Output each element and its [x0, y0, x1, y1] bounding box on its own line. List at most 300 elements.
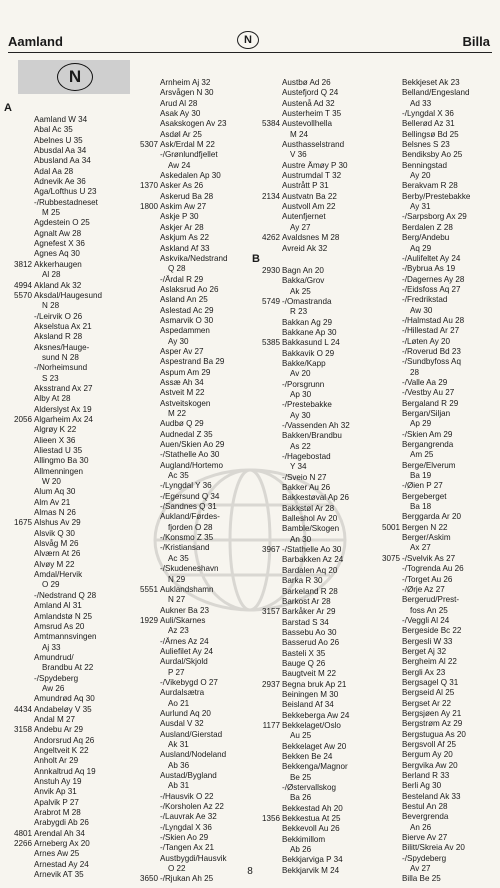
index-entry [130, 657, 252, 667]
index-entry [130, 264, 252, 274]
place-name: Akselstua Ax 21 [34, 321, 92, 331]
postal-code [130, 161, 160, 171]
place-name: Askedalen Ap 30 [160, 171, 221, 181]
postal-code [130, 812, 160, 822]
postal-code [4, 167, 34, 177]
index-entry [4, 218, 130, 228]
postal-code [4, 477, 34, 487]
postal-code: 3158 [13, 725, 32, 735]
place-name: Berge/Elverum [402, 460, 456, 470]
postal-code [372, 512, 402, 522]
place-name: Anstuh Ay 19 [34, 777, 82, 786]
postal-code [252, 452, 282, 462]
place-name: Bilitt/Skreia Av 20 [402, 843, 465, 853]
place-name: Barstad S 34 [282, 617, 329, 627]
place-name: Akland Ak 32 [34, 280, 82, 290]
place-name: Avreid Ak 32 [282, 243, 328, 253]
index-entry [130, 647, 252, 657]
postal-code [130, 306, 160, 316]
place-name: Bamble/Skogen [282, 524, 340, 534]
place-name: Alderslyst Ax 19 [34, 404, 92, 414]
postal-code: 5001 [381, 522, 400, 532]
index-entry [130, 368, 252, 378]
postal-code [4, 622, 34, 632]
place-name: Aurdalsætra [160, 688, 205, 698]
place-name: Andabeløy V 35 [34, 704, 92, 714]
place-name: Bakka/Grov [282, 276, 325, 286]
place-name: Austerheim T 35 [282, 109, 342, 119]
index-entry [130, 792, 252, 802]
place-name: Amtmannsvingen [34, 632, 97, 642]
place-name: Basteli X 35 [282, 648, 326, 658]
postal-code [372, 709, 402, 719]
index-entry [252, 762, 372, 772]
postal-code [372, 595, 402, 605]
place-name: -/Rubbestadneset [34, 197, 98, 207]
place-name: Algarheim Ax 24 [34, 414, 93, 424]
place-name: Bakker Au 26 [282, 483, 331, 493]
postal-code [130, 212, 160, 222]
postal-code [4, 694, 34, 704]
index-entry [372, 409, 498, 419]
postal-code [252, 171, 282, 181]
place-name: Aslestad Ac 29 [160, 305, 214, 315]
postal-code [372, 543, 402, 553]
postal-code [252, 442, 282, 452]
postal-code [130, 512, 160, 522]
index-entry [4, 653, 130, 663]
index-entry [130, 761, 252, 771]
index-entry [372, 471, 498, 481]
postal-code [372, 399, 402, 409]
postal-code [4, 208, 34, 218]
postal-code [252, 88, 282, 98]
place-name: Aw 30 [410, 305, 433, 315]
place-name: Austad/Bygland [160, 771, 217, 781]
index-entry [130, 285, 252, 295]
index-entry [4, 694, 130, 704]
index-entry [252, 814, 372, 824]
place-name: Auen/Skien Ao 29 [160, 440, 225, 450]
index-entry [372, 419, 498, 429]
place-name: O 22 [168, 864, 186, 874]
index-column-4 [372, 78, 498, 885]
index-entry [252, 824, 372, 834]
place-name: Bekkestad Ah 20 [282, 803, 343, 813]
place-name: Berland R 33 [402, 771, 450, 781]
place-name: Barka R 30 [282, 576, 323, 586]
postal-code [252, 390, 282, 400]
place-name: -/Aulifeltet Ay 24 [402, 253, 461, 263]
index-entry [372, 295, 498, 305]
index-entry [252, 119, 372, 129]
postal-code [252, 99, 282, 109]
index-entry [4, 674, 130, 684]
index-entry [372, 337, 498, 347]
postal-code [372, 254, 402, 264]
index-entry [252, 752, 372, 762]
place-name: Arendal Ah 34 [34, 828, 85, 838]
place-name: foss An 25 [410, 605, 448, 615]
postal-code [4, 146, 34, 156]
index-entry [252, 359, 372, 369]
place-name: Ausdal V 32 [160, 719, 204, 729]
index-entry [4, 570, 130, 580]
place-name: As 22 [290, 441, 311, 451]
place-name: Alsvik Q 30 [34, 528, 75, 538]
index-entry [4, 177, 130, 187]
index-entry [4, 322, 130, 332]
place-name: Bergsagel Q 31 [402, 677, 459, 687]
index-entry [372, 843, 498, 853]
postal-code: 1177 [262, 720, 280, 730]
place-name: Ausland/Nodeland [160, 750, 227, 760]
place-name: Aukner Ba 23 [160, 605, 210, 615]
postal-code [130, 637, 160, 647]
place-name: -/Vestby Au 27 [402, 388, 455, 398]
index-entry [130, 99, 252, 109]
place-name: Audnedal Z 35 [160, 429, 213, 439]
postal-code: 5570 [13, 290, 32, 300]
place-name: -/Årdal R 29 [160, 274, 204, 284]
place-name: Bergset Ar 22 [402, 698, 452, 708]
index-entry [252, 349, 372, 359]
postal-code [252, 524, 282, 534]
index-entry [252, 276, 372, 286]
postal-code [372, 368, 402, 378]
postal-code [252, 742, 282, 752]
place-name: Ba 18 [410, 502, 432, 512]
postal-code: 1929 [139, 615, 158, 625]
place-name: Bakkavik O 29 [282, 348, 335, 358]
place-name: -/Valle Aa 29 [402, 377, 448, 387]
postal-code [130, 854, 160, 864]
postal-code [4, 125, 34, 135]
postal-code [252, 597, 282, 607]
place-name: Bergerud/Prest- [402, 595, 460, 605]
country-oval-badge: N [57, 63, 93, 91]
index-entry [372, 616, 498, 626]
place-name: Bakkasund L 24 [282, 338, 340, 348]
postal-code [372, 802, 402, 812]
postal-code [130, 657, 160, 667]
index-entry [4, 725, 130, 735]
postal-code [130, 99, 160, 109]
place-name: Abusland Aa 34 [34, 156, 91, 166]
index-entry [252, 535, 372, 545]
postal-code: 3157 [261, 607, 280, 617]
postal-code [252, 783, 282, 793]
place-name: Aslaksrud Ao 26 [160, 284, 219, 294]
place-name: Bergesli W 33 [402, 636, 453, 646]
postal-code [4, 498, 34, 508]
place-name: Austhasselstrand [282, 140, 345, 150]
index-entry [372, 223, 498, 233]
place-name: Alby At 28 [34, 394, 71, 404]
place-name: Aq 29 [410, 243, 432, 253]
postal-code [130, 119, 160, 129]
index-entry [4, 829, 130, 839]
place-name: Ap 29 [410, 419, 432, 429]
postal-code [252, 212, 282, 222]
index-entry [372, 823, 498, 833]
postal-code [252, 762, 282, 772]
place-name: Ay 30 [290, 410, 311, 420]
place-name: Bagn An 20 [282, 265, 324, 275]
place-name: Austrått P 31 [282, 181, 329, 191]
index-entry [372, 595, 498, 605]
postal-code: 4801 [13, 828, 32, 838]
index-entry [130, 730, 252, 740]
index-entry [372, 781, 498, 791]
place-name: Austbø Ad 26 [282, 78, 331, 87]
postal-code [372, 575, 402, 585]
place-name: Berg/Andebu [402, 233, 450, 243]
index-entry [130, 543, 252, 553]
place-name: Amlandstø N 25 [34, 611, 93, 621]
postal-code [4, 591, 34, 601]
index-entry [252, 161, 372, 171]
index-entry [252, 742, 372, 752]
postal-code [4, 529, 34, 539]
place-name: Bekken Be 24 [282, 752, 333, 761]
place-name: -/Svelvik As 27 [402, 553, 456, 563]
place-name: -/Hagebostad [282, 452, 331, 462]
postal-code [130, 575, 160, 585]
place-name: -/Lauvrak Ae 32 [160, 812, 217, 822]
index-entry [4, 560, 130, 570]
place-name: Bergstrøm Az 29 [402, 719, 463, 729]
place-name: Austrumdal T 32 [282, 171, 342, 181]
index-entry [372, 699, 498, 709]
place-name: Bekkimillom [282, 834, 326, 844]
header-first-entry: Aamland [8, 34, 63, 49]
index-entry [372, 575, 498, 585]
postal-code [252, 287, 282, 297]
place-name: Anvik Ap 31 [34, 787, 77, 797]
place-name: Ay 27 [290, 222, 311, 232]
place-name: -/Sarpsborg Ax 29 [402, 212, 467, 222]
index-entry [130, 771, 252, 781]
index-entry [252, 212, 372, 222]
postal-code [252, 793, 282, 803]
index-entry [130, 388, 252, 398]
index-entry [252, 380, 372, 390]
postal-code [372, 740, 402, 750]
index-entry [252, 244, 372, 254]
postal-code: 2266 [13, 839, 32, 849]
place-name: -/Hausvik O 22 [160, 791, 214, 801]
index-entry [130, 564, 252, 574]
index-entry [252, 421, 372, 431]
index-entry [252, 318, 372, 328]
place-name: Ay 31 [410, 202, 431, 212]
place-name: Beisland Af 34 [282, 700, 334, 710]
place-name: Bergangrenda [402, 440, 454, 450]
index-entry [252, 711, 372, 721]
index-entry [372, 657, 498, 667]
index-entry [372, 171, 498, 181]
place-name: Barkåker Ar 29 [282, 607, 336, 617]
postal-code [372, 223, 402, 233]
postal-code [252, 535, 282, 545]
place-name: -/Lyngdal X 36 [402, 109, 454, 119]
place-name: Auliefilet Ay 24 [160, 646, 213, 656]
postal-code [252, 109, 282, 119]
index-entry [252, 690, 372, 700]
place-name: 28 [410, 367, 420, 377]
index-entry [252, 618, 372, 628]
place-name: Austvoll Am 22 [282, 202, 336, 212]
index-entry [130, 181, 252, 191]
postal-code [252, 618, 282, 628]
index-entry [130, 450, 252, 460]
index-entry [372, 461, 498, 471]
place-name: S 23 [42, 373, 59, 383]
place-name: Bekkjarviga P 34 [282, 855, 343, 865]
place-name: Aspestrand Ba 29 [160, 357, 225, 367]
index-entry [130, 533, 252, 543]
place-name: Algrøy K 22 [34, 425, 77, 435]
index-entry [130, 316, 252, 326]
place-name: Abelnes U 35 [34, 135, 83, 145]
place-name: M 22 [168, 409, 186, 418]
postal-code [130, 285, 160, 295]
postal-code [252, 431, 282, 441]
index-entry [372, 668, 498, 678]
postal-code [130, 730, 160, 740]
postal-code [252, 380, 282, 390]
index-entry [252, 223, 372, 233]
postal-code [4, 643, 34, 653]
postal-code: 1356 [261, 814, 280, 824]
place-name: Austbygdi/Hausvik [160, 853, 227, 863]
index-entry [252, 297, 372, 307]
place-name: -/Fredrikstad [402, 295, 448, 305]
postal-code [4, 684, 34, 694]
place-name: -/Bybrua As 19 [402, 264, 456, 274]
place-name: Austefjord Q 24 [282, 88, 339, 98]
postal-code [4, 798, 34, 808]
index-entry [252, 452, 372, 462]
postal-code [4, 177, 34, 187]
postal-code [372, 275, 402, 285]
place-name: Bergsvoll Af 25 [402, 740, 456, 749]
index-entry [372, 492, 498, 502]
place-name: Asper Av 27 [160, 346, 204, 356]
place-name: -/Løten Ay 20 [402, 336, 450, 346]
postal-code [372, 688, 402, 698]
index-entry [4, 374, 130, 384]
index-entry [252, 669, 372, 679]
place-name: Annkaltrud Aq 19 [34, 766, 96, 776]
index-entry [252, 607, 372, 617]
place-name: Berby/Prestebakke [402, 191, 471, 201]
index-entry [4, 312, 130, 322]
postal-code [252, 130, 282, 140]
place-name: Baugtveit M 22 [282, 669, 336, 679]
postal-code [130, 368, 160, 378]
index-entry [252, 171, 372, 181]
postal-code [252, 462, 282, 472]
postal-code: 5384 [261, 119, 280, 129]
place-name: Agnefest X 36 [34, 239, 85, 249]
postal-code [4, 808, 34, 818]
index-entry [4, 353, 130, 363]
postal-code [130, 357, 160, 367]
index-entry [372, 688, 498, 698]
postal-code [252, 752, 282, 762]
postal-code [372, 750, 402, 760]
place-name: Berdalen Z 28 [402, 222, 453, 232]
postal-code [252, 181, 282, 191]
postal-code [252, 845, 282, 855]
postal-code [252, 421, 282, 431]
postal-code: 4434 [13, 704, 32, 714]
place-name: Bellerød Az 31 [402, 119, 455, 129]
postal-code [372, 212, 402, 222]
index-entry [252, 109, 372, 119]
place-name: Alshus Av 29 [34, 518, 81, 528]
postal-code [130, 419, 160, 429]
place-name: Bekkestua At 25 [282, 814, 341, 824]
place-name: Ak 25 [290, 286, 311, 296]
place-name: -/Skien Ao 29 [160, 833, 209, 843]
postal-code [130, 481, 160, 491]
index-entry [130, 585, 252, 595]
postal-code [372, 233, 402, 243]
index-entry [252, 783, 372, 793]
place-name: Berggarda Ar 20 [402, 512, 461, 522]
index-entry [4, 663, 130, 673]
place-name: Ac 35 [168, 553, 189, 563]
postal-code [4, 663, 34, 673]
place-name: -/Vassenden Ah 32 [282, 421, 350, 430]
index-entry [252, 287, 372, 297]
postal-code [130, 233, 160, 243]
index-entry [4, 518, 130, 528]
postal-code [130, 750, 160, 760]
place-name: Bakken/Brandbu [282, 431, 342, 441]
postal-code [372, 88, 402, 98]
index-entry [372, 533, 498, 543]
postal-code [372, 699, 402, 709]
place-name: Asakskogen Av 23 [160, 119, 227, 129]
index-entry [372, 543, 498, 553]
place-name: -/Togrenda Au 26 [402, 564, 464, 574]
postal-code [252, 566, 282, 576]
place-name: Belsnes S 23 [402, 140, 450, 150]
place-name: Asak Ay 30 [160, 109, 201, 119]
place-name: Alieen X 36 [34, 435, 76, 445]
place-name: Au 25 [290, 731, 312, 741]
place-name: Bakke/Kapp [282, 358, 326, 368]
postal-code [372, 678, 402, 688]
place-name: Ab 26 [290, 845, 312, 855]
postal-code [130, 254, 160, 264]
index-entry [130, 512, 252, 522]
index-entry [130, 150, 252, 160]
place-name: Ac 35 [168, 471, 189, 481]
index-entry [372, 626, 498, 636]
place-name: Asker As 26 [160, 181, 204, 191]
postal-code [130, 533, 160, 543]
place-name: Arabrot M 28 [34, 808, 81, 818]
postal-code [4, 229, 34, 239]
place-name: -/Veggli Al 24 [402, 615, 450, 625]
postal-code [372, 637, 402, 647]
place-name: Agdestein O 25 [34, 218, 90, 228]
